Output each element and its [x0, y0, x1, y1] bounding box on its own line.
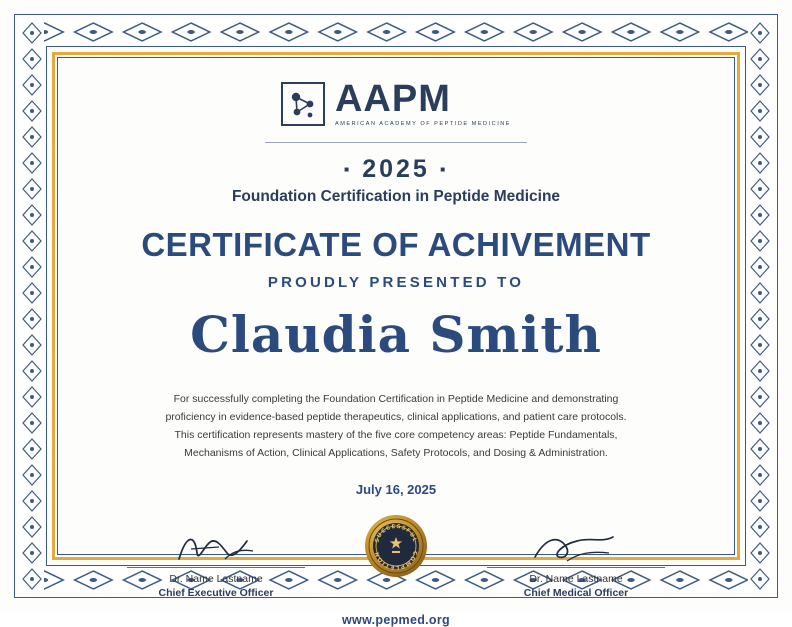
signature-icon	[121, 527, 311, 565]
signature-block-ceo	[121, 527, 311, 599]
signature-block-cmo	[481, 527, 671, 599]
body-text	[136, 390, 656, 462]
issue-date: July 16, 2025	[355, 481, 437, 497]
border-pattern-right	[748, 20, 772, 592]
logo-text	[335, 80, 511, 128]
body-line: This certification represents mastery of the five core competency areas: Peptide Fundamentals,	[174, 428, 618, 441]
signatory-role: Chief Executive Officer	[158, 586, 274, 599]
year-dot-right: ▪	[439, 160, 449, 178]
divider	[265, 142, 527, 143]
certificate-content	[66, 64, 726, 627]
body-line: For successfully completing the Foundation Certification in Peptide Medicine and demonstrating	[173, 392, 619, 405]
body-line: Mechanisms of Action, Clinical Applications, Safety Protocols, and Dosing & Administration.	[184, 446, 608, 459]
signatory-name: Dr. Name Lastname	[169, 572, 263, 585]
border-pattern-left	[20, 20, 44, 592]
gold-seal-icon	[363, 513, 429, 579]
year-line	[66, 155, 726, 184]
presented-label: PROUDLY PRESENTED TO	[267, 273, 525, 291]
signature-row	[66, 513, 726, 599]
logo-title: AAPM	[334, 78, 451, 120]
logo-subtitle: AMERICAN ACADEMY OF PEPTIDE MEDICINE	[334, 121, 512, 127]
svg-text:COMPLETION: COMPLETION	[374, 549, 418, 570]
signature-line	[487, 567, 665, 568]
organization-logo	[66, 80, 726, 128]
signatory-name: Dr. Name Lastname	[529, 572, 623, 585]
recipient-name: Claudia Smith	[190, 304, 602, 364]
signature-icon	[481, 527, 671, 565]
molecule-icon	[281, 82, 325, 126]
body-line: proficiency in evidence-based peptide therapeutics, clinical applications, and patient care protocols.	[165, 410, 627, 423]
signatory-role: Chief Medical Officer	[523, 586, 629, 599]
border-pattern-top	[20, 20, 772, 44]
year-value: 2025	[362, 154, 430, 183]
signature-line	[127, 567, 305, 568]
seal-wrapper	[357, 513, 435, 599]
svg-text:SUCCESSFUL: SUCCESSFUL	[374, 523, 418, 544]
website-link[interactable]: www.pepmed.org	[342, 612, 450, 627]
program-subtitle: Foundation Certification in Peptide Medicine	[231, 187, 561, 205]
year-dot-left: ▪	[343, 160, 353, 178]
page-title: CERTIFICATE OF ACHIVEMENT	[141, 225, 651, 263]
